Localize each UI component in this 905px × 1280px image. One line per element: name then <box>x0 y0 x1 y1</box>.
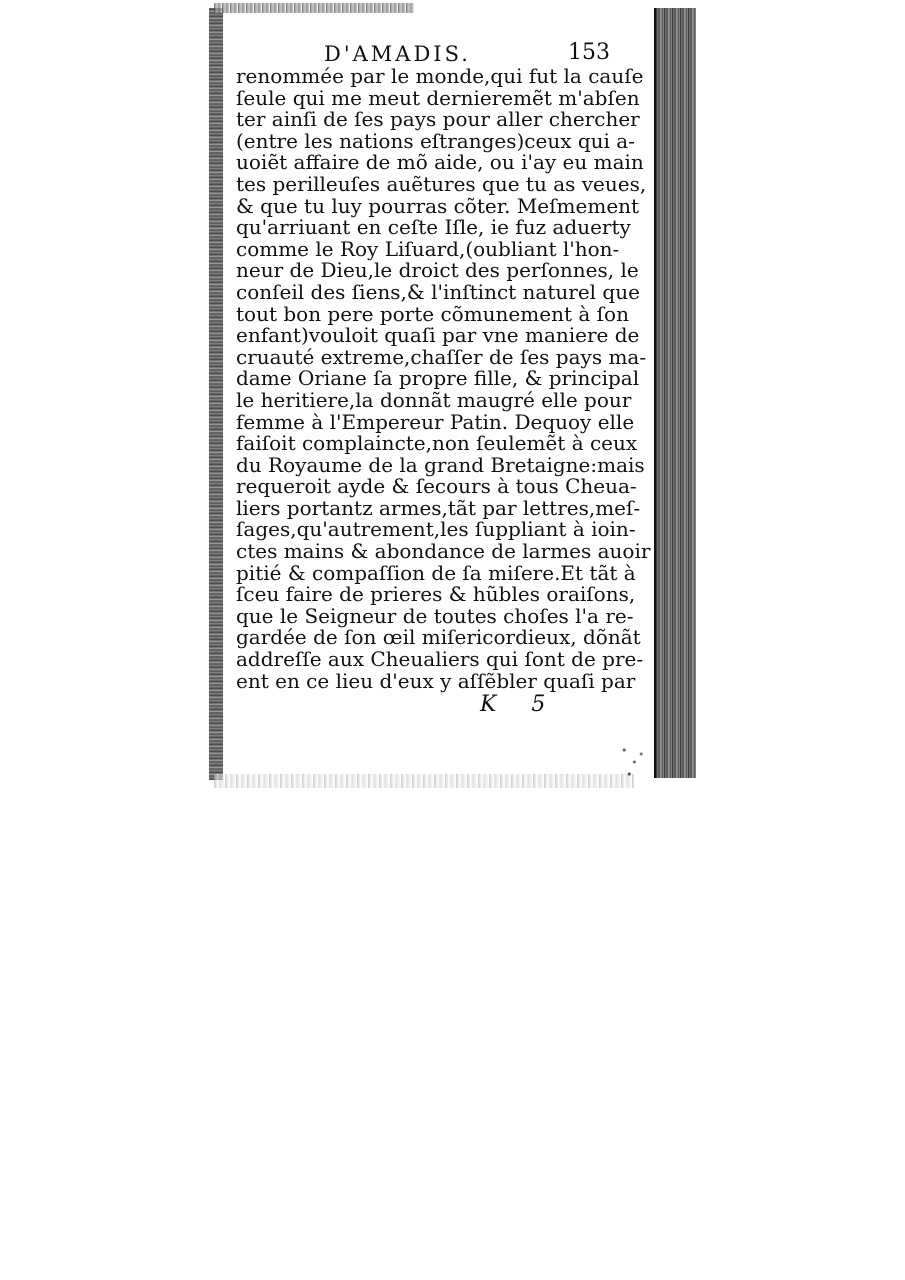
text-line: le heritiere,la donnãt maugré elle pour <box>236 387 632 412</box>
text-line: que le Seigneur de toutes choſes l'a re- <box>236 603 634 628</box>
page-stack-edge <box>656 8 696 778</box>
text-line: ent en ce lieu d'eux y aſſẽbler quaſi par <box>236 668 636 693</box>
text-line: requeroit ayde & ſecours à tous Cheua- <box>236 474 637 499</box>
text-line: addreſſe aux Cheualiers qui ſont de pre- <box>236 647 644 672</box>
signature-mark: K 5 <box>480 692 560 717</box>
text-line: du Royaume de la grand Bretaigne:mais <box>236 452 645 477</box>
text-line: ſages,qu'autrement,les ſuppliant à ioin- <box>236 517 636 542</box>
page-number: 153 <box>568 40 610 65</box>
text-line: comme le Roy Liſuard,(oubliant l'hon- <box>236 236 620 261</box>
text-line: conſeil des ſiens,& l'inſtinct naturel que <box>236 279 640 304</box>
text-line: neur de Dieu,le droict des perſonnes, le <box>236 258 639 283</box>
binding-shadow <box>209 8 223 780</box>
text-line: ter ainſi de ſes pays pour aller chercher <box>236 107 640 132</box>
text-line: gardée de ſon œil miſericordieux, dõnãt <box>236 625 641 650</box>
text-line: femme à l'Empereur Patin. Dequoy elle <box>236 409 635 434</box>
text-line: liers portantz armes,tãt par lettres,meſ- <box>236 495 641 520</box>
body-text <box>236 64 651 693</box>
top-page-edge <box>214 3 414 13</box>
bottom-page-edge <box>214 774 634 788</box>
scan-specks <box>614 742 648 782</box>
text-line: renommée par le monde,qui fut la cauſe <box>236 64 644 88</box>
text-line: enfant)vouloit quaſi par vne maniere de <box>236 323 640 348</box>
running-head: D'AMADIS. <box>324 42 471 66</box>
text-line: dame Oriane ſa propre fille, & principal <box>236 366 640 391</box>
text-line: pitié & compaſſion de ſa miſere.Et tãt à <box>236 560 636 585</box>
text-line: (entre les nations eſtranges)ceux qui a- <box>236 128 635 153</box>
text-line: tes perilleuſes auẽtures que tu as veues, <box>236 171 647 196</box>
text-line: & que tu luy pourras cõter. Meſmement <box>236 193 640 218</box>
text-line: qu'arriuant en ceſte Iſle, ie fuz aduerty <box>236 215 631 240</box>
text-line: ſceu faire de prieres & hũbles oraiſons, <box>236 582 636 607</box>
text-line: cruauté extreme,chaſſer de ſes pays ma- <box>236 344 647 369</box>
text-line: faiſoit complaincte,non ſeulemẽt à ceux <box>236 431 638 456</box>
text-line: tout bon pere porte cõmunement à ſon <box>236 301 629 326</box>
text-line: ctes mains & abondance de larmes auoir <box>236 539 651 564</box>
text-line: ſeule qui me meut dernieremẽt m'abſen <box>236 85 640 110</box>
text-line: uoiẽt affaire de mõ aide, ou i'ay eu main <box>236 150 644 175</box>
